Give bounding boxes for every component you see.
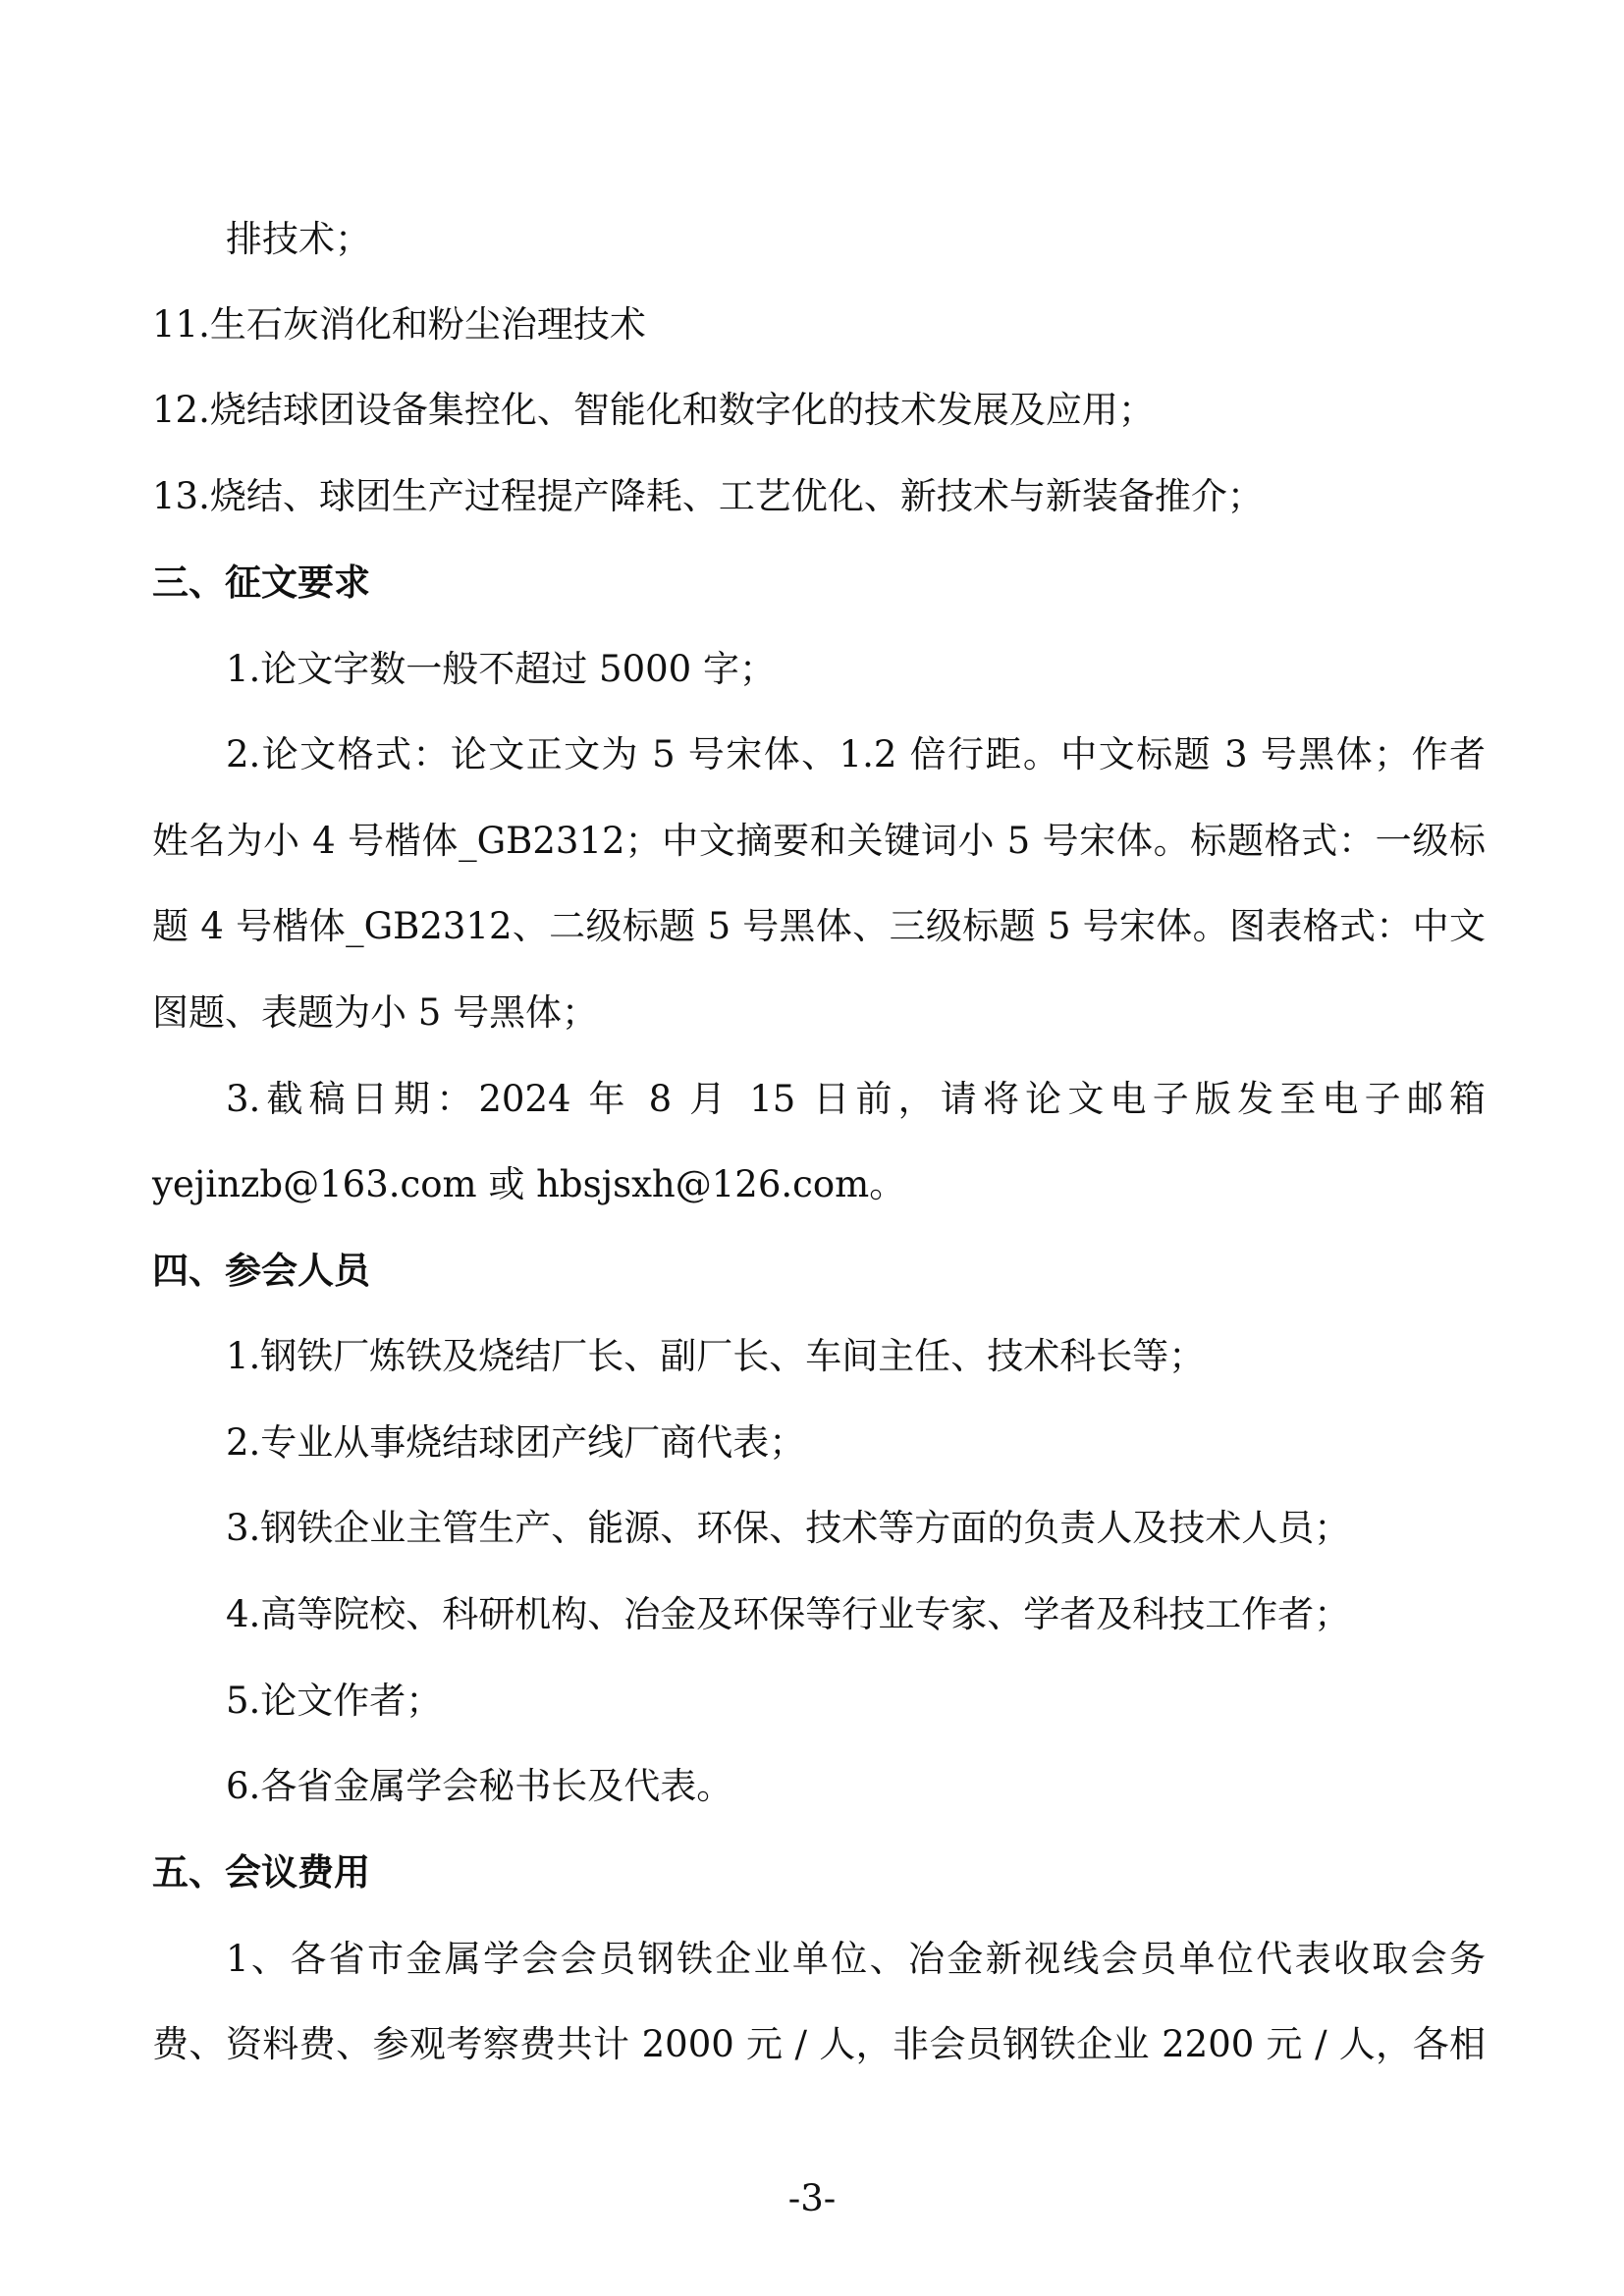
fee-item-1-line-1: 1、各省市金属学会会员钢铁企业单位、冶金新视线会员单位代表收取会务 [226,1938,1486,1980]
attendee-item-3: 3.钢铁企业主管生产、能源、环保、技术等方面的负责人及技术人员； [226,1507,1351,1549]
list-item-12: 12.烧结球团设备集控化、智能化和数字化的技术发展及应用； [152,389,1155,431]
requirement-deadline-line-1: 3.截稿日期：2024 年 8 月 15 日前，请将论文电子版发至电子邮箱 [226,1078,1486,1120]
attendee-item-2: 2.专业从事烧结球团产线厂商代表； [226,1421,806,1464]
list-item-continuation: 排技术； [226,218,371,260]
requirement-format-line-1: 2.论文格式：论文正文为 5 号宋体、1.2 倍行距。中文标题 3 号黑体；作者 [226,733,1486,775]
attendee-item-6: 6.各省金属学会秘书长及代表。 [226,1765,733,1807]
requirement-format-line-4: 图题、表题为小 5 号黑体； [152,991,599,1034]
section-4-heading: 四、参会人员 [152,1250,370,1292]
fee-item-1-line-2: 费、资料费、参观考察费共计 2000 元 / 人，非会员钢铁企业 2200 元 / 人，各相 [152,2023,1486,2065]
requirement-deadline-line-2: yejinzb@163.com 或 hbsjsxh@126.com。 [152,1163,906,1205]
attendee-item-5: 5.论文作者； [226,1680,443,1722]
requirement-word-count: 1.论文字数一般不超过 5000 字； [226,648,776,690]
section-3-heading: 三、征文要求 [152,561,370,604]
section-5-heading: 五、会议费用 [152,1851,370,1894]
requirement-format-line-3: 题 4 号楷体_GB2312、二级标题 5 号黑体、三级标题 5 号宋体。图表格式：中文 [152,905,1486,947]
list-item-11: 11.生石灰消化和粉尘治理技术 [152,303,646,346]
page-number: -3- [787,2177,837,2219]
requirement-format-line-2: 姓名为小 4 号楷体_GB2312；中文摘要和关键词小 5 号宋体。标题格式：一级标 [152,820,1486,862]
list-item-13: 13.烧结、球团生产过程提产降耗、工艺优化、新技术与新装备推介； [152,475,1264,517]
attendee-item-4: 4.高等院校、科研机构、冶金及环保等行业专家、学者及科技工作者； [226,1593,1351,1635]
attendee-item-1: 1.钢铁厂炼铁及烧结厂长、副厂长、车间主任、技术科长等； [226,1335,1206,1377]
